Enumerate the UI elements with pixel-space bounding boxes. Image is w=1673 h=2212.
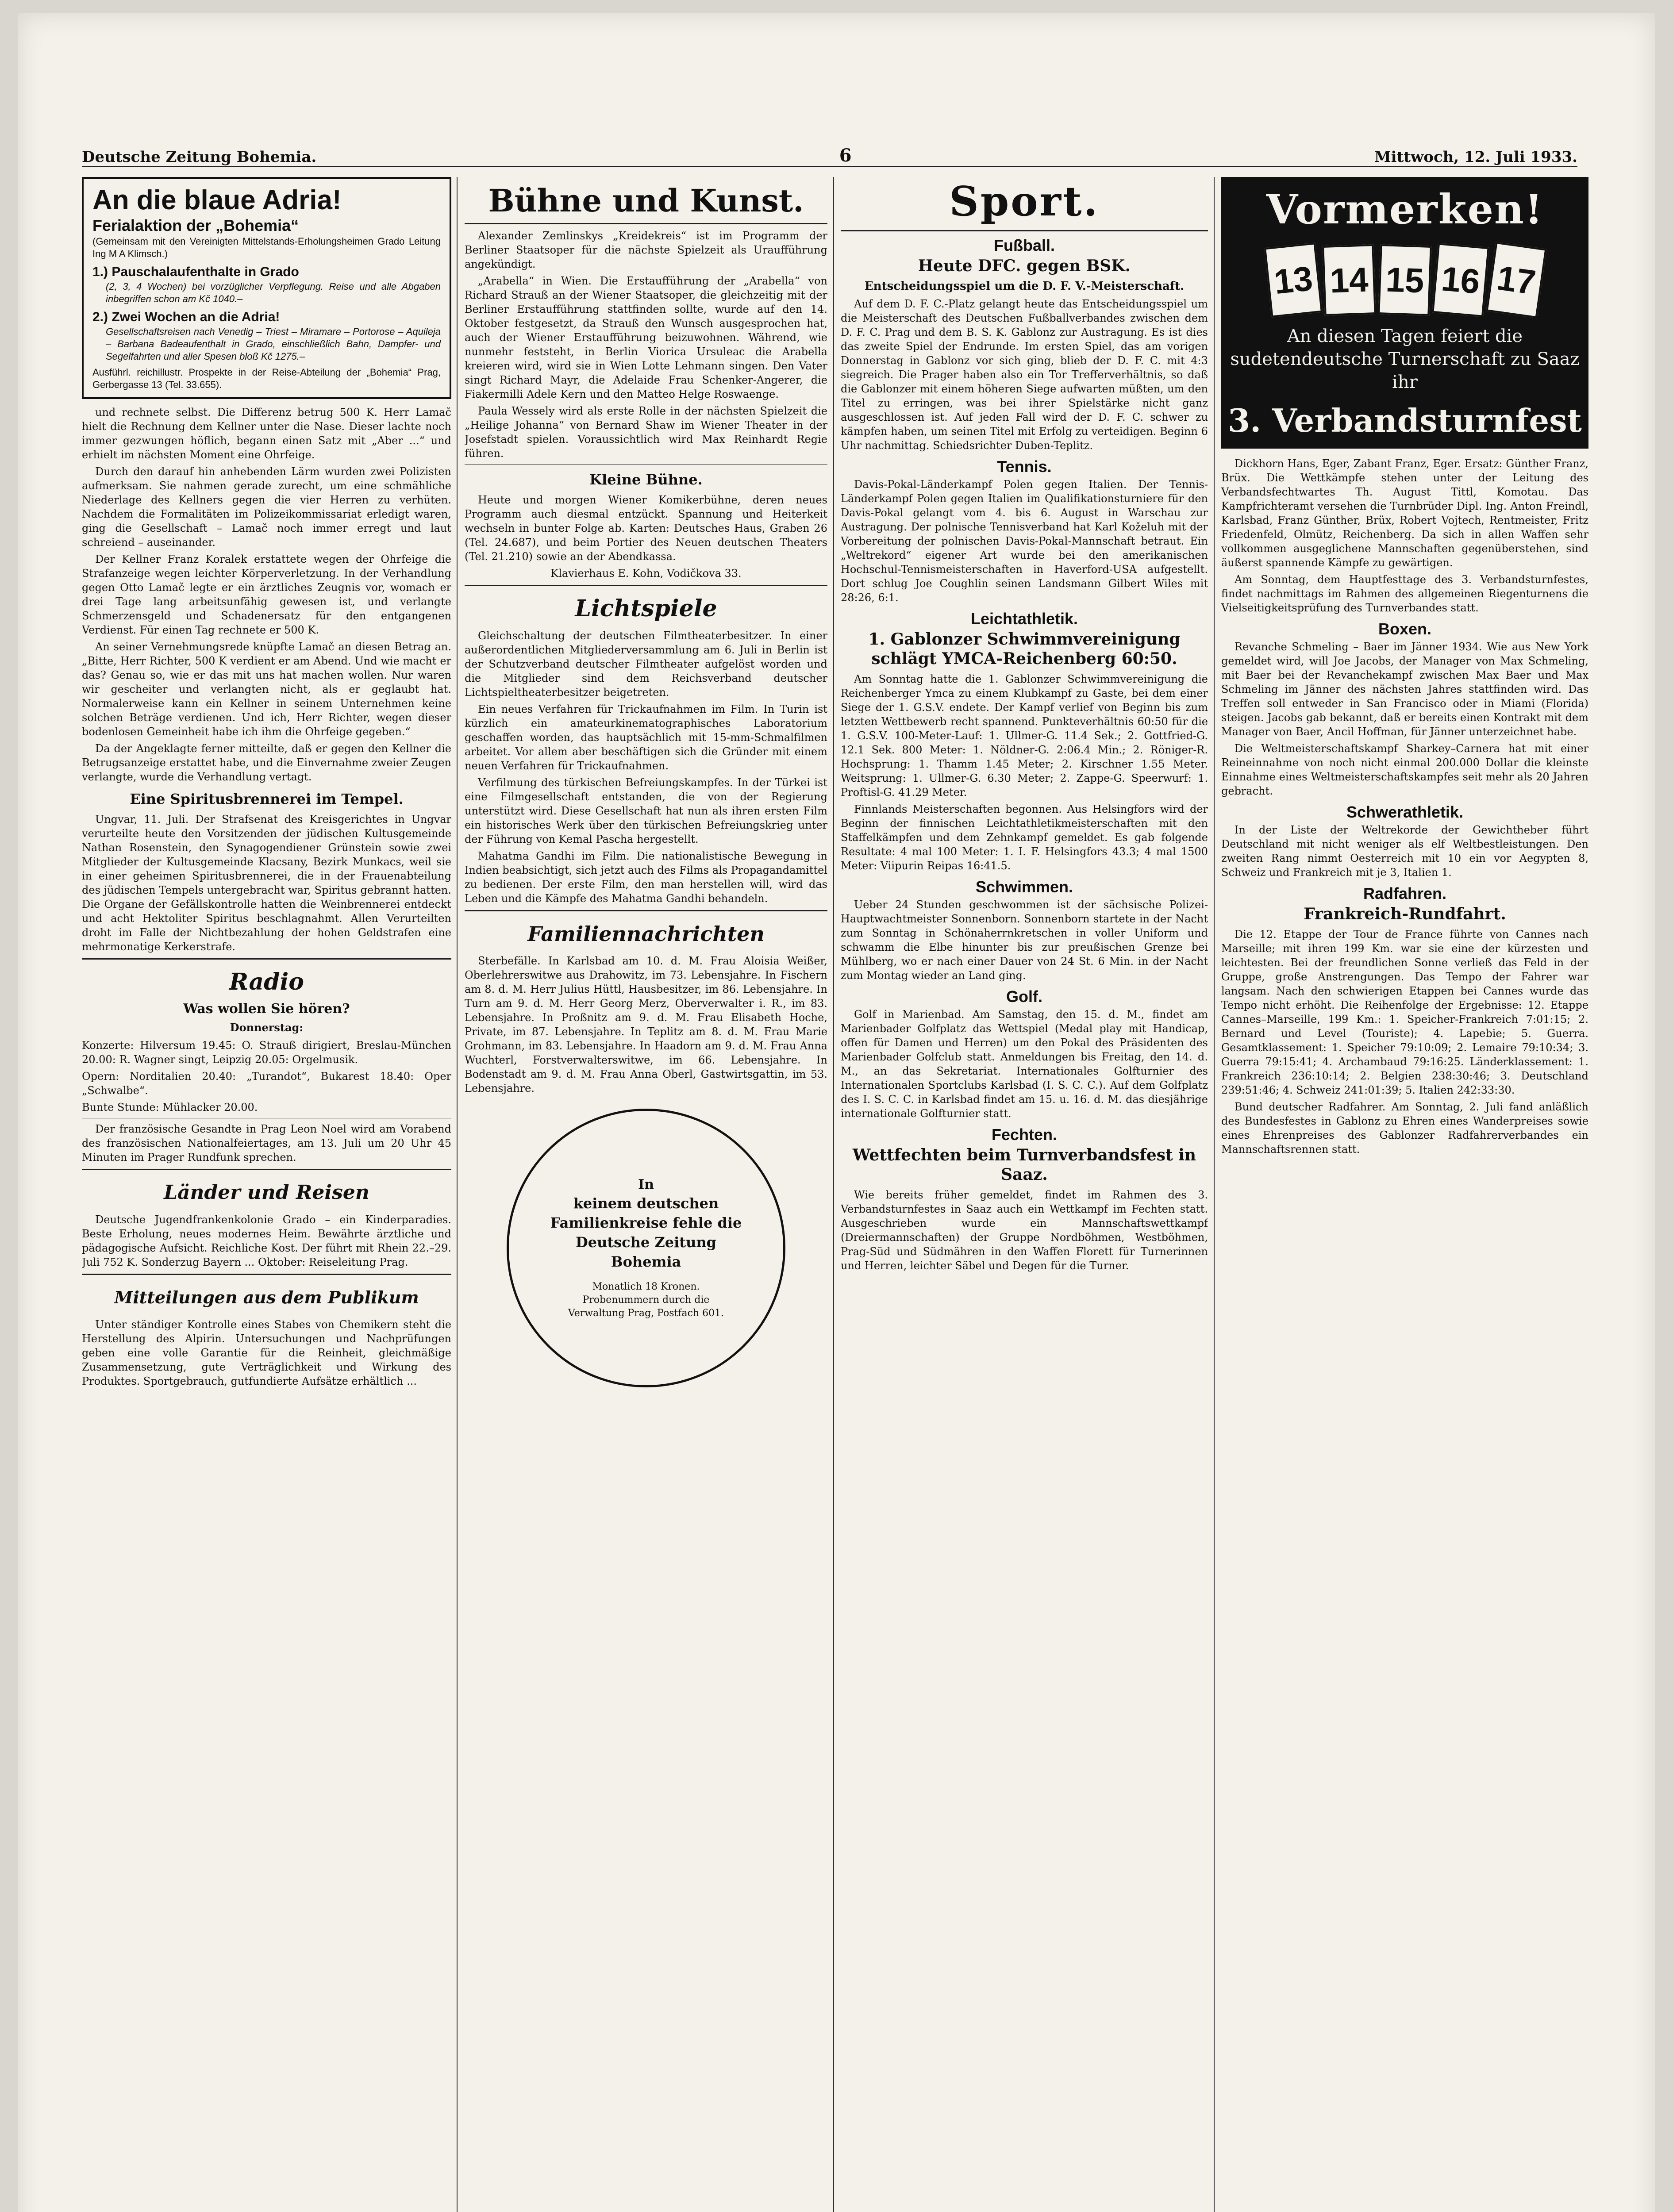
lead-wettfechten: Wettfechten beim Turnverbandsfest in Saaz. — [852, 1146, 1196, 1184]
column-1 — [82, 177, 451, 2212]
headline-fechten: Fechten. — [991, 1125, 1058, 1144]
lead-dfc-bsk: Heute DFC. gegen BSK. — [918, 257, 1131, 275]
column-divider — [457, 177, 458, 2212]
newspaper-page — [18, 13, 1655, 2212]
section-lichtspiele: Lichtspiele — [575, 595, 717, 622]
ad-item-2-text: Gesellschaftsreisen nach Venedig – Triest – Miramare – Portorose – Aquileja – Barbana Badeaufenthalt in Grado, einschließlich Bahn, Dampfer- und Segelfahrten und aller Spesen bloß Kč 1275.– — [106, 326, 441, 362]
ad-note: (Gemeinsam mit den Vereinigten Mittelstands-Erholungsheimen Grado Leitung Ing M A Klimsch.) — [92, 236, 441, 259]
section-rule — [841, 230, 1208, 231]
article-paragraph: Der Kellner Franz Koralek erstattete wegen der Ohrfeige die Strafanzeige wegen leichter Körperverletzung. In der Verhandlung gegen Otto Lamač legte er ein ärztliches Zeugnis vor, womach er drei Tage lang arbeitsunfähig gewesen ist, und verlangte Schmerzensgeld und Schadenersatz für den entgangenen Verdienst. Für einen Tag rechnete er 500 K. — [82, 553, 451, 636]
kicker-entscheidungsspiel: Entscheidungsspiel um die D. F. V.-Meisterschaft. — [864, 280, 1185, 293]
article-paragraph: In der Liste der Weltrekorde der Gewichtheber führt Deutschland mit nicht weniger als elf Weltbestleistungen. Den zweiten Rang nimmt Oesterreich mit 10 ein vor Aegypten 8, Schweiz und Frankreich mit je 3, Italien 1. — [1221, 824, 1588, 879]
article-paragraph: Alexander Zemlinskys „Kreidekreis“ ist im Programm der Berliner Staatsoper für die nächste Spielzeit als Uraufführung angekündigt. — [465, 230, 827, 270]
headline-schwerathletik: Schwerathletik. — [1346, 803, 1464, 821]
section-rule — [82, 958, 451, 960]
article-paragraph: Mahatma Gandhi im Film. Die nationalistische Bewegung in Indien beabsichtigt, sich jetzt auch des Films als Propagandamittel zu bedienen. Der erste Film, den man herstellen will, wird das Leben und die Kämpfe des Mahatma Gandhi behandeln. — [465, 850, 827, 905]
article-paragraph: Verfilmung des türkischen Befreiungskampfes. In der Türkei ist eine Filmgesellschaft entstanden, die von der Regierung unterstützt wird. Diese Gesellschaft hat nun als ihren ersten Film ein historisches Werk über den türkischen Befreiungskrieg unter der Führung von Kemal Pascha hergestellt. — [465, 776, 827, 845]
date-card: 17 — [1486, 242, 1547, 319]
article-paragraph: Am Sonntag hatte die 1. Gablonzer Schwimmvereinigung die Reichenberger Ymca zu einem Klubkampf zu Gaste, bei dem einer Siege der 1. G.S.V. endete. Der Kampf verlief von Beginn bis zum letzten Wettbewerb recht spannend. Punkteverhältnis 60:50 für die 1. G.S.V. 100-Meter-Lauf: 1. Ullmer-G. 11.4 Sek.; 2. Gottfried-G. 12.1 Sek. 800 Meter: 1. Nöldner-G. 2:06.4 Min.; 2. Röniger-R. Hochsprung: 1. Thamm 1.45 Meter; 2. Kirschner 1.55 Meter. Weitsprung: 1. Ullmer-G. 6.30 Meter; 2. Zappe-G. Speerwurf: 1. Proftisl-G. 41.29 Meter. — [841, 673, 1208, 799]
headline-fussball: Fußball. — [994, 236, 1055, 254]
column-divider — [833, 177, 834, 2212]
section-radio: Radio — [229, 968, 304, 995]
article-paragraph: Auf dem D. F. C.-Platz gelangt heute das Entscheidungsspiel um die Meisterschaft des Deutschen Fußballverbandes zwischen dem D. F. C. Prag und dem B. S. K. Gablonz zur Austragung. Es ist dies das zweite Spiel der Endrunde. Im ersten Spiel, das am vorigen Donnerstag in Gablonz vor sich ging, blieb der D. F. C. mit 4:3 siegreich. Die Prager haben also ein Tor Trefferverhältnis, so daß die Gablonzer mit einem höheren Siege aufwarten müßten, um den Titel zu erringen, was bei ihrer Spielstärke nicht ganz ausgeschlossen ist. Auf jeden Fall wird der D. F. C. schwer zu kämpfen haben, um seinen Titel mit Erfolg zu verteidigen. Beginn 6 Uhr nachmittag. Schiedsrichter Duben-Teplitz. — [841, 298, 1208, 452]
section-familiennachrichten: Familiennachrichten — [527, 922, 765, 946]
date-card: 15 — [1378, 244, 1431, 316]
divider — [465, 464, 827, 465]
article-paragraph: Die Weltmeisterschaftskampf Sharkey–Carnera hat mit einer Reineinnahme von noch nicht einmal 200.000 Dollar die kleinste Einnahme eines Weltmeisterschaftskampfes seit mehr als 20 Jahren gebracht. — [1221, 742, 1588, 797]
article-paragraph: Finnlands Meisterschaften begonnen. Aus Helsingfors wird der Beginn der finnischen Leichtathletikmeisterschaften mit den Staffelkämpfen und dem Zehnkampf gemeldet. Es gab folgende Resultate: 4 mal 100 Meter: 1. I. F. Helsingfors 43.3; 4 mal 1500 Meter: Viipurin Reipas 16:41.5. — [841, 803, 1208, 872]
section-mitteilungen: Mitteilungen aus dem Publikum — [114, 1287, 419, 1307]
lead-gablonz: 1. Gablonzer Schwimmvereinigung schlägt YMCA-Reichenberg 60:50. — [868, 630, 1181, 668]
article-paragraph: Ueber 24 Stunden geschwommen ist der sächsische Polizei-Hauptwachtmeister Sonnenborn. Sonnenborn startete in der Nacht zum Sonntag in Schönaherrnkretschen in voller Uniform und schwamm die Elbe hinunter bis zur preußischen Grenze bei Mühlberg, wo er nach einer Dauer von 24 St. 6 Min. in der Nacht zum Montag wieder an Land ging. — [841, 899, 1208, 982]
circle-ad-intro: In — [638, 1177, 654, 1192]
article-paragraph: „Arabella“ in Wien. Die Erstaufführung der „Arabella“ von Richard Strauß an der Wiener Staatsoper, die gleichzeitig mit der Berliner Erstaufführung stattfinden sollte, wurde auf den 14. Oktober festgesetzt, da Strauß den Wunsch ausgesprochen hat, auch der Wiener Erstaufführung beizuwohnen. Während, wie nunmehr feststeht, in Berlin Viorica Ursuleac die Arabella kreieren wird, wird sie in Wien Lotte Lehmann singen. Den Vater singt Richard Mayr, die Adelaide Frau Schenker-Angerer, die Fiakermilli Adele Kern und den Matteo Helge Roswaenge. — [465, 275, 827, 400]
headline-schwimmen: Schwimmen. — [975, 878, 1073, 896]
article-paragraph: Dickhorn Hans, Eger, Zabant Franz, Eger. Ersatz: Günther Franz, Brüx. Die Wettkämpfe stehen unter der Leitung des Verbandsfechtwartes Th. August Tittl, Komotau. Das Kampfrichteramt versehen die Turnbrüder Dipl. Ing. Anton Freindl, Karlsbad, Franz Günther, Brüx, Robert Vojtech, Rentmeister, Fritz Friedenfeld, Olmütz, Reichenberg. Da sich in allen Waffen sehr vollkommen ausgeglichene Mannschaften gegenüberstehen, sind äußerst spannende Kämpfe zu gewärtigen. — [1221, 457, 1588, 569]
headline-leichtathletik: Leichtathletik. — [970, 610, 1078, 628]
vm-event: 3. Verbandsturnfest — [1228, 402, 1582, 439]
klavierhaus-notice: Klavierhaus E. Kohn, Vodičkova 33. — [550, 567, 742, 580]
vm-date-cards — [1227, 245, 1582, 315]
headline-kleine-buehne: Kleine Bühne. — [589, 471, 703, 488]
article-paragraph: Da der Angeklagte ferner mitteilte, daß er gegen den Kellner die Betrugsanzeige erstattet habe, und die Einvernahme zweier Zeugen verlangte, wurde die Verhandlung vertagt. — [82, 742, 451, 783]
vm-text: An diesen Tagen feiert die sudetendeutsche Turnerschaft zu Saaz ihr — [1230, 326, 1580, 392]
date-card: 14 — [1322, 244, 1376, 316]
article-paragraph: Deutsche Jugendfrankenkolonie Grado – ein Kinderparadies. Beste Erholung, neues modernes Heim. Bewährte ärztliche und pädagogische Aufsicht. Reichliche Kost. Der führt mit Rhein 22.–29. Juli 752 K. Sonderzug Bayern ... Oktober: Reiseleitung Prag. — [82, 1214, 451, 1268]
article-paragraph: Die 12. Etappe der Tour de France führte von Cannes nach Marseille; mit ihren 199 Km. war sie eine der kürzesten und leichtesten. Bei der freundlichen Sonne verließ das Feld in der Gruppe, große Anstrengungen. Das Tempo der Fahrer war langsam. Nach den schwierigen Etappen bei Cannes wurde das Tempo nicht erhöht. Die Reihenfolge der Ergebnisse: 12. Etappe Cannes–Marseille, 199 Km.: 1. Speicher-Frankreich 7:01:15; 2. Bernard und Level (Touriste); 4. Lapebie; 5. Guerra. Gesamtklassement: 1. Speicher 79:10:09; 2. Lemaire 79:10:34; 3. Guerra 79:15:41; 4. Archambaud 79:16:25. Länderklassement: 1. Frankreich 236:10:14; 2. Belgien 238:30:46; 3. Deutschland 239:51:46; 4. Schweiz 241:01:39; 5. Italien 242:33:30. — [1221, 928, 1588, 1096]
section-buehne: Bühne und Kunst. — [488, 182, 804, 219]
radio-day: Donnerstag: — [230, 1021, 304, 1034]
column-divider — [1214, 177, 1215, 2212]
date-card: 16 — [1432, 243, 1489, 317]
article-paragraph: Der französische Gesandte in Prag Leon Noel wird am Vorabend des französischen Nationalfeiertages, am 13. Juli um 20 Uhr 45 Minuten im Prager Rundfunk sprechen. — [82, 1123, 451, 1164]
article-paragraph: Durch den darauf hin anhebenden Lärm wurden zwei Polizisten aufmerksam. Sie nahmen gerade zurecht, um eine schmähliche Niederlage des Kellners gegen die vier Herren zu verhüten. Nachdem die Formalitäten im Polizeikommissariat erledigt waren, ging die Gesellschaft – Lamač noch immer erregt und laut schreiend – auseinander. — [82, 465, 451, 549]
headline-golf: Golf. — [1006, 987, 1042, 1006]
article-paragraph: Gleichschaltung der deutschen Filmtheaterbesitzer. In einer außerordentlichen Mitgliederversammlung am 6. Juli in Berlin ist der Schutzverband deutscher Filmtheater aufgelöst worden und die Mitglieder sind dem Reichsverband deutscher Lichtspieltheaterbesitzer beigetreten. — [465, 630, 827, 699]
article-paragraph: Paula Wessely wird als erste Rolle in der nächsten Spielzeit die „Heilige Johanna“ von Bernard Shaw im Wiener Theater in der Josefstadt spielen. Voraussichtlich wird Max Reinhardt Regie führen. — [465, 405, 827, 460]
article-paragraph: Am Sonntag, dem Hauptfesttage des 3. Verbandsturnfestes, findet nachmittags im Rahmen des allgemeinen Riegenturnens die Vielseitigkeitsprüfung des Turnverbandes statt. — [1221, 573, 1588, 614]
page-header — [82, 139, 1577, 167]
headline-radfahren: Radfahren. — [1363, 884, 1447, 902]
column-2 — [465, 177, 827, 2212]
date-card: 13 — [1264, 242, 1323, 317]
ad-item-1-text: (2, 3, 4 Wochen) bei vorzüglicher Verpflegung. Reise und alle Abgaben inbegriffen schon am Kč 1040.– — [106, 281, 441, 304]
section-rule — [465, 585, 827, 586]
lead-frankreich-rundfahrt: Frankreich-Rundfahrt. — [1304, 905, 1506, 923]
ad-title: An die blaue Adria! — [92, 185, 342, 215]
article-paragraph: An seiner Vernehmungsrede knüpfte Lamač an diesen Betrag an. „Bitte, Herr Richter, 500 K verdient er am Abend. Und wie macht er das? Genau so, wie er das mit uns hat machen wollen. Nur waren wir gescheiter und verlangten nicht, als er geglaubt hat. Normalerweise kann ein Kellner in seinem Unternehmen keine solchen Beträge verdienen. Und ich, Herr Richter, wegen dieser bodenlosen Gemeinheit habe ich ihm die Ohrfeige gegeben.“ — [82, 641, 451, 738]
adria-advertisement — [82, 177, 451, 399]
headline-tennis: Tennis. — [997, 457, 1052, 476]
circle-ad-slogan: keinem deutschen Familienkreise fehle die Deutsche Zeitung Bohemia — [550, 1195, 742, 1270]
ad-footer: Ausführl. reichillustr. Prospekte in der Reise-Abteilung der „Bohemia“ Prag, Gerbergasse 13 (Tel. 33.655). — [92, 367, 441, 390]
article-paragraph: Revanche Schmeling – Baer im Jänner 1934. Wie aus New York gemeldet wird, will Joe Jacobs, der Manager von Max Schmeling, mit Baer bei der Revanchekampf zwischen Max Baer und Max Schmeling im Jänner des nächsten Jahres stattfinden wird. Das Treffen soll entweder in San Francisco oder in Miami (Florida) steigen. Jacobs gab bekannt, daß er bereits einen Kontrakt mit dem Manager von Baer, Ancil Hoffman, für Jänner unterzeichnet habe. — [1221, 641, 1588, 738]
article-paragraph: Wie bereits früher gemeldet, findet im Rahmen des 3. Verbandsturnfestes in Saaz auch ein Wettkampf im Fechten statt. Ausgeschrieben wurde ein Mannschaftswettkampf (Dreiermannschaften) der Gruppe Nordböhmen, Westböhmen, Prag-Süd und Südmähren in den Waffen Florett für Turnerinnen und Herren, leichter Säbel und Degen für die Turner. — [841, 1189, 1208, 1272]
headline-spiritus: Eine Spiritusbrennerei im Tempel. — [130, 791, 404, 807]
radio-operas: Opern: Norditalien 20.40: „Turandot“, Bukarest 18.40: Oper „Schwalbe“. — [82, 1070, 451, 1097]
article-paragraph: Golf in Marienbad. Am Samstag, den 15. d. M., findet am Marienbader Golfplatz das Wettspiel (Medal play mit Handicap, offen für Damen und Herren) um den Pokal des Präsidenten des Marienbader Golfclub statt. Anmeldungen bis Freitag, den 14. d. M., an das Sekretariat. Internationales Golfturnier des Internationalen Sportclubs Karlsbad (I. S. C. C.). Auf dem Golfplatz des I. S. C. C. in Karlsbad findet am 15. u. 16. d. M. das diesjährige internationale Golfturnier statt. — [841, 1008, 1208, 1120]
column-3 — [841, 177, 1208, 2212]
article-paragraph: Unter ständiger Kontrolle eines Stabes von Chemikern steht die Herstellung des Alpirin. Untersuchungen und Nachprüfungen geben eine volle Garantie für die Reinheit, gleichmäßige Zusammensetzung, gute Verträglichkeit und Wirkung des Produktes. Sportgebrauch, gutfundierte Aufsätze erhältlich ... — [82, 1318, 451, 1387]
section-rule — [465, 910, 827, 911]
ad-subtitle: Ferialaktion der „Bohemia“ — [92, 216, 299, 234]
section-rule — [82, 1169, 451, 1170]
section-sport: Sport. — [949, 177, 1100, 225]
column-4 — [1221, 177, 1588, 2212]
section-laender: Länder und Reisen — [164, 1181, 369, 1204]
radio-concerts: Konzerte: Hilversum 19.45: O. Strauß dirigiert, Breslau-München 20.00: R. Wagner singt, Leipzig 20.05: Orgelmusik. — [82, 1039, 451, 1066]
article-paragraph: Bund deutscher Radfahrer. Am Sonntag, 2. Juli fand anläßlich des Bundesfestes in Gablonz zu Ehren eines Wanderpreises sowie eines Ehrenpreises des Gablonzer Radfahrerverbandes ein Mannschaftsrennen statt. — [1221, 1101, 1588, 1156]
page-number: 6 — [839, 145, 852, 166]
article-paragraph: Ungvar, 11. Juli. Der Strafsenat des Kreisgerichtes in Ungvar verurteilte heute den Vorsitzenden der jüdischen Kultusgemeinde Nathan Rosenstein, den Synagogendiener Grünstein sowie zwei Mitglieder der Kultusgemeinde Klacsany, Bezirk Munkacs, weil sie in einer geheimen Spiritusbrennerei, die in der Frauenabteilung des jüdischen Tempels untergebracht war, Spiritus gebrannt hatten. Die Organe der Gefällskontrolle hatten die Weinbrennerei entdeckt und acht Hektoliter Spiritus beschlagnahmt. Allen Verurteilten droht im Falle der Nichtbezahlung der hohen Geldstrafen eine mehrmonatige Kerkerstrafe. — [82, 813, 451, 953]
section-rule — [82, 1274, 451, 1275]
headline-boxen: Boxen. — [1378, 620, 1432, 638]
section-rule — [465, 223, 827, 224]
subscription-circle-ad — [507, 1109, 785, 1387]
ad-item-1: 1.) Pauschalaufenthalte in Grado — [92, 265, 299, 279]
vm-title: Vormerken! — [1266, 185, 1544, 233]
turnfest-advertisement — [1221, 177, 1588, 449]
ad-item-2: 2.) Zwei Wochen an die Adria! — [92, 310, 280, 324]
issue-date: Mittwoch, 12. Juli 1933. — [1374, 148, 1577, 166]
circle-ad-price: Monatlich 18 Kronen. Probenummern durch die Verwaltung Prag, Postfach 601. — [568, 1281, 724, 1319]
article-paragraph: Ein neues Verfahren für Trickaufnahmen im Film. In Turin ist kürzlich ein amateurkinematographisches Laboratorium geschaffen worden, das hauptsächlich mit 15-mm-Schmalfilmen arbeitet. Vor allem aber beschäftigen sich die Gründer mit einem neuen Verfahren für Trickaufnahmen. — [465, 703, 827, 772]
radio-variety: Bunte Stunde: Mühlacker 20.00. — [82, 1101, 258, 1114]
article-paragraph: Sterbefälle. In Karlsbad am 10. d. M. Frau Aloisia Weißer, Oberlehrerswitwe aus Drahowitz, im 73. Lebensjahre. In Fischern am 8. d. M. Herr Julius Hüttl, Hausbesitzer, im 86. Lebensjahre. In Turn am 9. d. M. Herr Georg Merz, Oberverwalter i. R., im 83. Lebensjahre. In Proßnitz am 9. d. M. Frau Elisabeth Hoche, Private, im 87. Lebensjahre. In Teplitz am 8. d. M. Frau Marie Grohmann, im 83. Lebensjahre. In Haadorn am 9. d. M. Frau Anna Wuchterl, Forstverwalterswitwe, im 66. Lebensjahre. In Bodenstadt am 9. d. M. Frau Anna Oberl, Gastwirtsgattin, im 53. Lebensjahre. — [465, 955, 827, 1094]
article-paragraph: Heute und morgen Wiener Komikerbühne, deren neues Programm auch diesmal entzückt. Spannung und Heiterkeit wechseln in bunter Folge ab. Karten: Deutsches Haus, Graben 26 (Tel. 24.687), und beim Portier des Neuen deutschen Theaters (Tel. 21.210) sowie an der Abendkassa. — [465, 494, 827, 563]
article-paragraph: Davis-Pokal-Länderkampf Polen gegen Italien. Der Tennis-Länderkampf Polen gegen Italien im Qualifikationsturniere für den Davis-Pokal gelangt vom 4. bis 6. August in Warschau zur Austragung. Der polnische Tennisverband hat Karl Koželuh mit der Vorbereitung der polnischen Davis-Pokal-Mannschaft betraut. Ein „Weltrekord“ eigener Art wurde bei den amerikanischen Hochschul-Tennismeisterschaften in Haverford-USA aufgestellt. Dort schlug Joe Coughlin seinen Landsmann Gilbert Wiles mit 28:26, 6:1. — [841, 478, 1208, 604]
article-paragraph: und rechnete selbst. Die Differenz betrug 500 K. Herr Lamač hielt die Rechnung dem Kellner unter die Nase. Dieser lachte noch immer gezwungen höflich, begann einen Satz mit „Aber ...“ und erhielt im nächsten Moment eine Ohrfeige. — [82, 406, 451, 461]
masthead: Deutsche Zeitung Bohemia. — [82, 148, 317, 166]
radio-question: Was wollen Sie hören? — [183, 1001, 350, 1017]
